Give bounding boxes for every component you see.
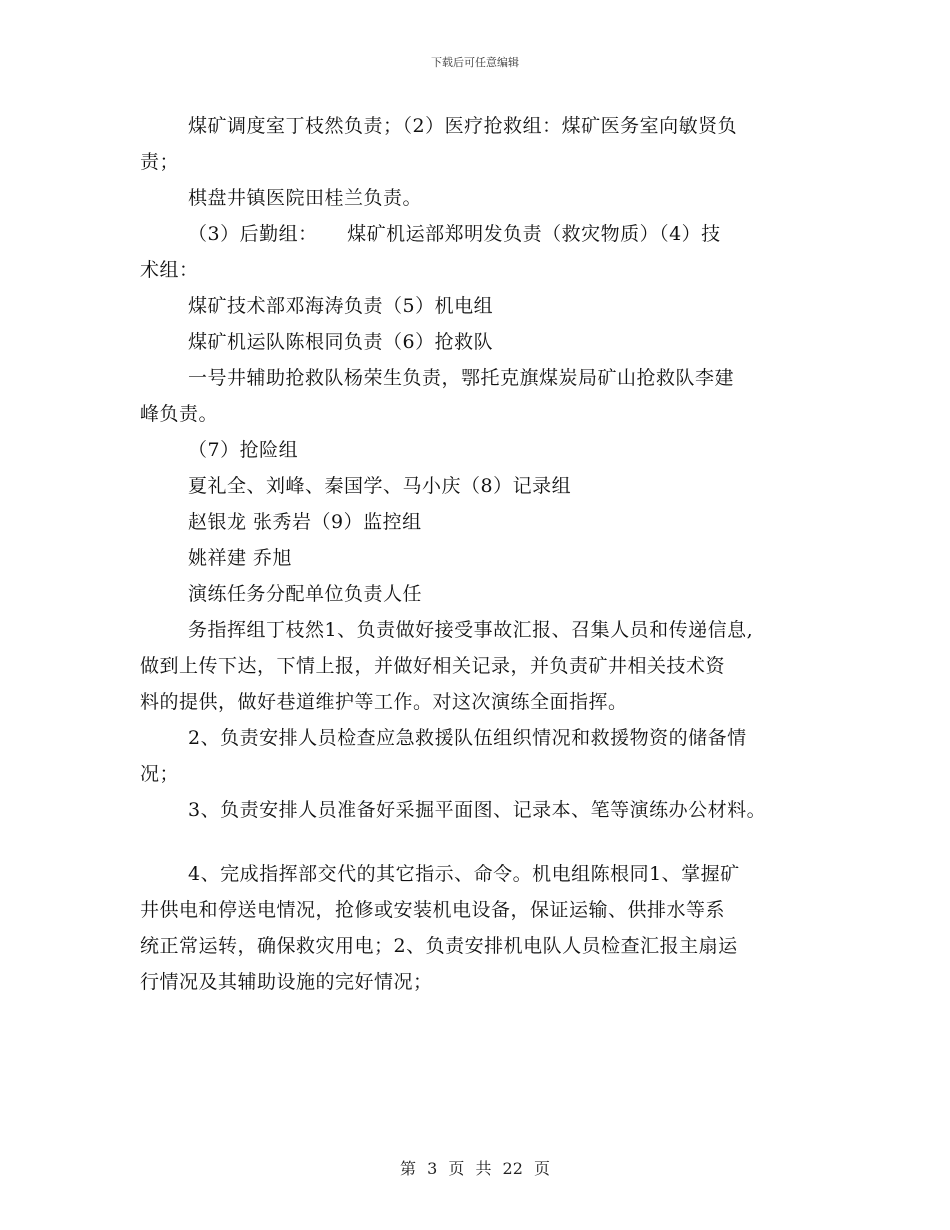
text-line: 演练任务分配单位负责人任 (188, 583, 423, 605)
text-line: 做到上传下达，下情上报，并做好相关记录，并负责矿井相关技术资 (140, 655, 726, 677)
text-line: 井供电和停送电情况，抢修或安装机电设备，保证运输、供排水等系 (140, 899, 726, 921)
text-line: 赵银龙 张秀岩（9）监控组 (188, 511, 422, 533)
text-line: 3、负责安排人员准备好采掘平面图、记录本、笔等演练办公材料。 (188, 799, 767, 821)
text-line: 责； (140, 151, 180, 173)
document-body (140, 108, 830, 1000)
text-line: 夏礼全、刘峰、秦国学、马小庆（8）记录组 (188, 475, 572, 497)
text-line: （7）抢险组 (188, 439, 299, 461)
text-line: 煤矿调度室丁枝然负责；（2）医疗抢救组：煤矿医务室向敏贤负 (188, 115, 738, 137)
text-line: 行情况及其辅助设施的完好情况； (140, 971, 433, 993)
text-line: 务指挥组丁枝然1、负责做好接受事故汇报、召集人员和传递信息, (188, 619, 754, 641)
text-line: 棋盘井镇医院田桂兰负责。 (188, 187, 423, 209)
text-line: 术组： (140, 259, 199, 281)
text-line: 煤矿技术部邓海涛负责（5）机电组 (188, 295, 494, 317)
text-line: 统正常运转，确保救灾用电；2、负责安排机电队人员检查汇报主扇运 (140, 935, 738, 957)
text-line: 姚祥建 乔旭 (188, 547, 293, 569)
text-line: 一号井辅助抢救队杨荣生负责，鄂托克旗煤炭局矿山抢救队李建 (188, 367, 735, 389)
text-line: 况； (140, 763, 180, 785)
text-line: 料的提供，做好巷道维护等工作。对这次演练全面指挥。 (140, 691, 628, 713)
page-footer: 第 3 页 共 22 页 (400, 1159, 550, 1178)
paragraph-gap (140, 828, 830, 856)
text-line: 2、负责安排人员检查应急救援队伍组织情况和救援物资的储备情 (188, 727, 747, 749)
text-line: 煤矿机运队陈根同负责（6）抢救队 (188, 331, 494, 353)
page-header: 下载后可任意编辑 (431, 56, 519, 69)
text-line: 峰负责。 (140, 403, 219, 425)
text-line: 4、完成指挥部交代的其它指示、命令。机电组陈根同1、掌握矿 (188, 863, 740, 885)
text-line: （3）后勤组： 煤矿机运部郑明发负责（救灾物质）（4）技 (188, 223, 721, 245)
